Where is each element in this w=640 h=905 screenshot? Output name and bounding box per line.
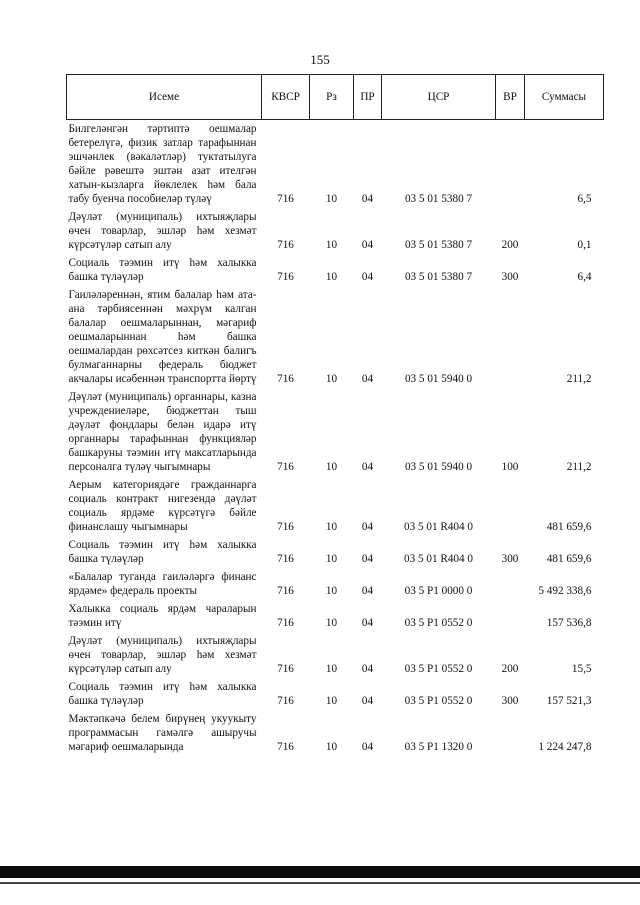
row-sum: 5 492 338,6 — [538, 585, 592, 597]
table-row — [67, 388, 604, 476]
row-sum: 481 659,6 — [546, 521, 592, 533]
row-sum: 157 521,3 — [546, 695, 592, 707]
row-csr: 03 5 01 R404 0 — [404, 521, 473, 533]
row-name: Аерым категориядәге гражданнарга социаль контракт нигезендә дәүләт социаль ярдәме күрсәтүгә бәйле финанслашу чыгымнары — [68, 479, 257, 533]
header-pr: ПР — [354, 75, 382, 120]
table-row — [67, 254, 604, 286]
row-pr: 04 — [361, 239, 374, 251]
row-kvsr: 716 — [277, 373, 294, 385]
row-sum: 211,2 — [566, 373, 592, 385]
row-name: Халыкка социаль ярдәм чараларын тәэмин итү — [68, 603, 257, 629]
row-rz: 10 — [325, 585, 338, 597]
row-name: Социаль тәэмин итү һәм халыкка башка түләүләр — [68, 681, 257, 707]
row-kvsr: 716 — [277, 461, 294, 473]
header-csr: ЦСР — [382, 75, 496, 120]
row-sum: 211,2 — [566, 461, 592, 473]
budget-table — [66, 74, 604, 756]
row-csr: 03 5 P1 0552 0 — [404, 695, 473, 707]
row-pr: 04 — [361, 663, 374, 675]
row-sum: 481 659,6 — [546, 553, 592, 565]
row-rz: 10 — [325, 553, 338, 565]
row-vr — [496, 710, 525, 756]
row-vr: 300 — [501, 695, 519, 707]
row-vr — [496, 476, 525, 536]
table-row — [67, 536, 604, 568]
row-pr: 04 — [361, 373, 374, 385]
row-csr: 03 5 P1 0000 0 — [404, 585, 473, 597]
table-row — [67, 120, 604, 209]
row-rz: 10 — [325, 193, 338, 205]
row-name: Мәктәпкәчә белем бирүнең укуукыту программасын гамәлгә ашыручы мәгариф оешмаларында — [68, 713, 257, 753]
row-csr: 03 5 01 5380 7 — [404, 193, 473, 205]
row-rz: 10 — [325, 521, 338, 533]
row-sum: 0,1 — [577, 239, 592, 251]
row-name: Социаль тәэмин итү һәм халыкка башка түләүләр — [68, 257, 257, 283]
row-vr: 300 — [501, 271, 519, 283]
row-kvsr: 716 — [277, 663, 294, 675]
row-csr: 03 5 P1 1320 0 — [404, 741, 473, 753]
table-row — [67, 710, 604, 756]
scan-edge-bar — [0, 866, 640, 878]
row-rz: 10 — [325, 663, 338, 675]
row-rz: 10 — [325, 741, 338, 753]
row-pr: 04 — [361, 695, 374, 707]
header-name: Исеме — [67, 75, 262, 120]
row-pr: 04 — [361, 553, 374, 565]
header-rz: Рз — [310, 75, 354, 120]
scan-edge-line — [0, 882, 640, 884]
row-sum: 15,5 — [571, 663, 592, 675]
row-vr — [496, 600, 525, 632]
row-vr: 300 — [501, 553, 519, 565]
row-rz: 10 — [325, 239, 338, 251]
row-name: Дәүләт (муниципаль) органнары, казна учреждениеләре, бюджеттан тыш дәүләт фондлары белән идарә итү органнары тарафыннан функцияләр башкаруны тәэмин итү максатларында персоналга түләү чыгымнары — [68, 391, 257, 473]
row-csr: 03 5 01 5380 7 — [404, 271, 473, 283]
row-name: «Балалар туганда гаиләләргә финанс ярдәме» федераль проекты — [68, 571, 257, 597]
row-pr: 04 — [361, 271, 374, 283]
row-vr — [496, 286, 525, 388]
row-csr: 03 5 01 5940 0 — [404, 461, 473, 473]
table-row — [67, 568, 604, 600]
row-rz: 10 — [325, 617, 338, 629]
row-vr — [496, 120, 525, 209]
row-csr: 03 5 01 5380 7 — [404, 239, 473, 251]
row-rz: 10 — [325, 271, 338, 283]
row-name: Дәүләт (муниципаль) ихтыяҗлары өчен товарлар, эшләр һәм хезмәт күрсәтүләр сатып алу — [68, 211, 257, 251]
row-vr: 100 — [501, 461, 519, 473]
row-rz: 10 — [325, 373, 338, 385]
row-kvsr: 716 — [277, 617, 294, 629]
row-csr: 03 5 01 R404 0 — [404, 553, 473, 565]
row-pr: 04 — [361, 193, 374, 205]
row-kvsr: 716 — [277, 695, 294, 707]
row-rz: 10 — [325, 695, 338, 707]
row-kvsr: 716 — [277, 741, 294, 753]
row-name: Билгеләнгән тәртиптә оешмалар бетерелүгә, физик затлар тарафыннан эшчәнлек (вәкаләтләр) туктатылуга бәйле рәвештә эштән азат ителгән хатын-кызларга йөклелек һәм бала табу буенча пособиеләр түләү — [68, 123, 257, 205]
row-kvsr: 716 — [277, 553, 294, 565]
row-sum: 6,5 — [577, 193, 592, 205]
row-kvsr: 716 — [277, 239, 294, 251]
row-name: Дәүләт (муниципаль) ихтыяҗлары өчен товарлар, эшләр һәм хезмәт күрсәтүләр сатып алу — [68, 635, 257, 675]
page-number: 155 — [310, 52, 330, 67]
row-pr: 04 — [361, 461, 374, 473]
table-row — [67, 208, 604, 254]
row-rz: 10 — [325, 461, 338, 473]
row-name: Гаиләләреннән, ятим балалар һәм ата-ана тәрбиясеннән мәхрүм калган балалар оешмаларыннан, мәгариф оешмаларыннан һәм башка оешмалардан рөхсәтсез киткән балигъ булмаганнарны федераль бюджет акчалары исәбеннән транспортта йөртү — [68, 289, 257, 385]
header-vr: ВР — [496, 75, 525, 120]
row-kvsr: 716 — [277, 521, 294, 533]
row-kvsr: 716 — [277, 271, 294, 283]
row-name: Социаль тәэмин итү һәм халыкка башка түләүләр — [68, 539, 257, 565]
table-row — [67, 678, 604, 710]
table-header-row — [67, 75, 604, 120]
table-row — [67, 600, 604, 632]
row-vr: 200 — [501, 663, 519, 675]
table-row — [67, 632, 604, 678]
row-pr: 04 — [361, 585, 374, 597]
header-sum: Суммасы — [525, 75, 604, 120]
table-row — [67, 286, 604, 388]
row-pr: 04 — [361, 521, 374, 533]
row-pr: 04 — [361, 741, 374, 753]
row-pr: 04 — [361, 617, 374, 629]
header-kvsr: КВСР — [262, 75, 310, 120]
row-kvsr: 716 — [277, 193, 294, 205]
row-csr: 03 5 P1 0552 0 — [404, 617, 473, 629]
row-sum: 157 536,8 — [546, 617, 592, 629]
row-vr: 200 — [501, 239, 519, 251]
row-sum: 1 224 247,8 — [538, 741, 592, 753]
row-csr: 03 5 P1 0552 0 — [404, 663, 473, 675]
row-csr: 03 5 01 5940 0 — [404, 373, 473, 385]
row-kvsr: 716 — [277, 585, 294, 597]
row-vr — [496, 568, 525, 600]
table-row — [67, 476, 604, 536]
row-sum: 6,4 — [577, 271, 592, 283]
